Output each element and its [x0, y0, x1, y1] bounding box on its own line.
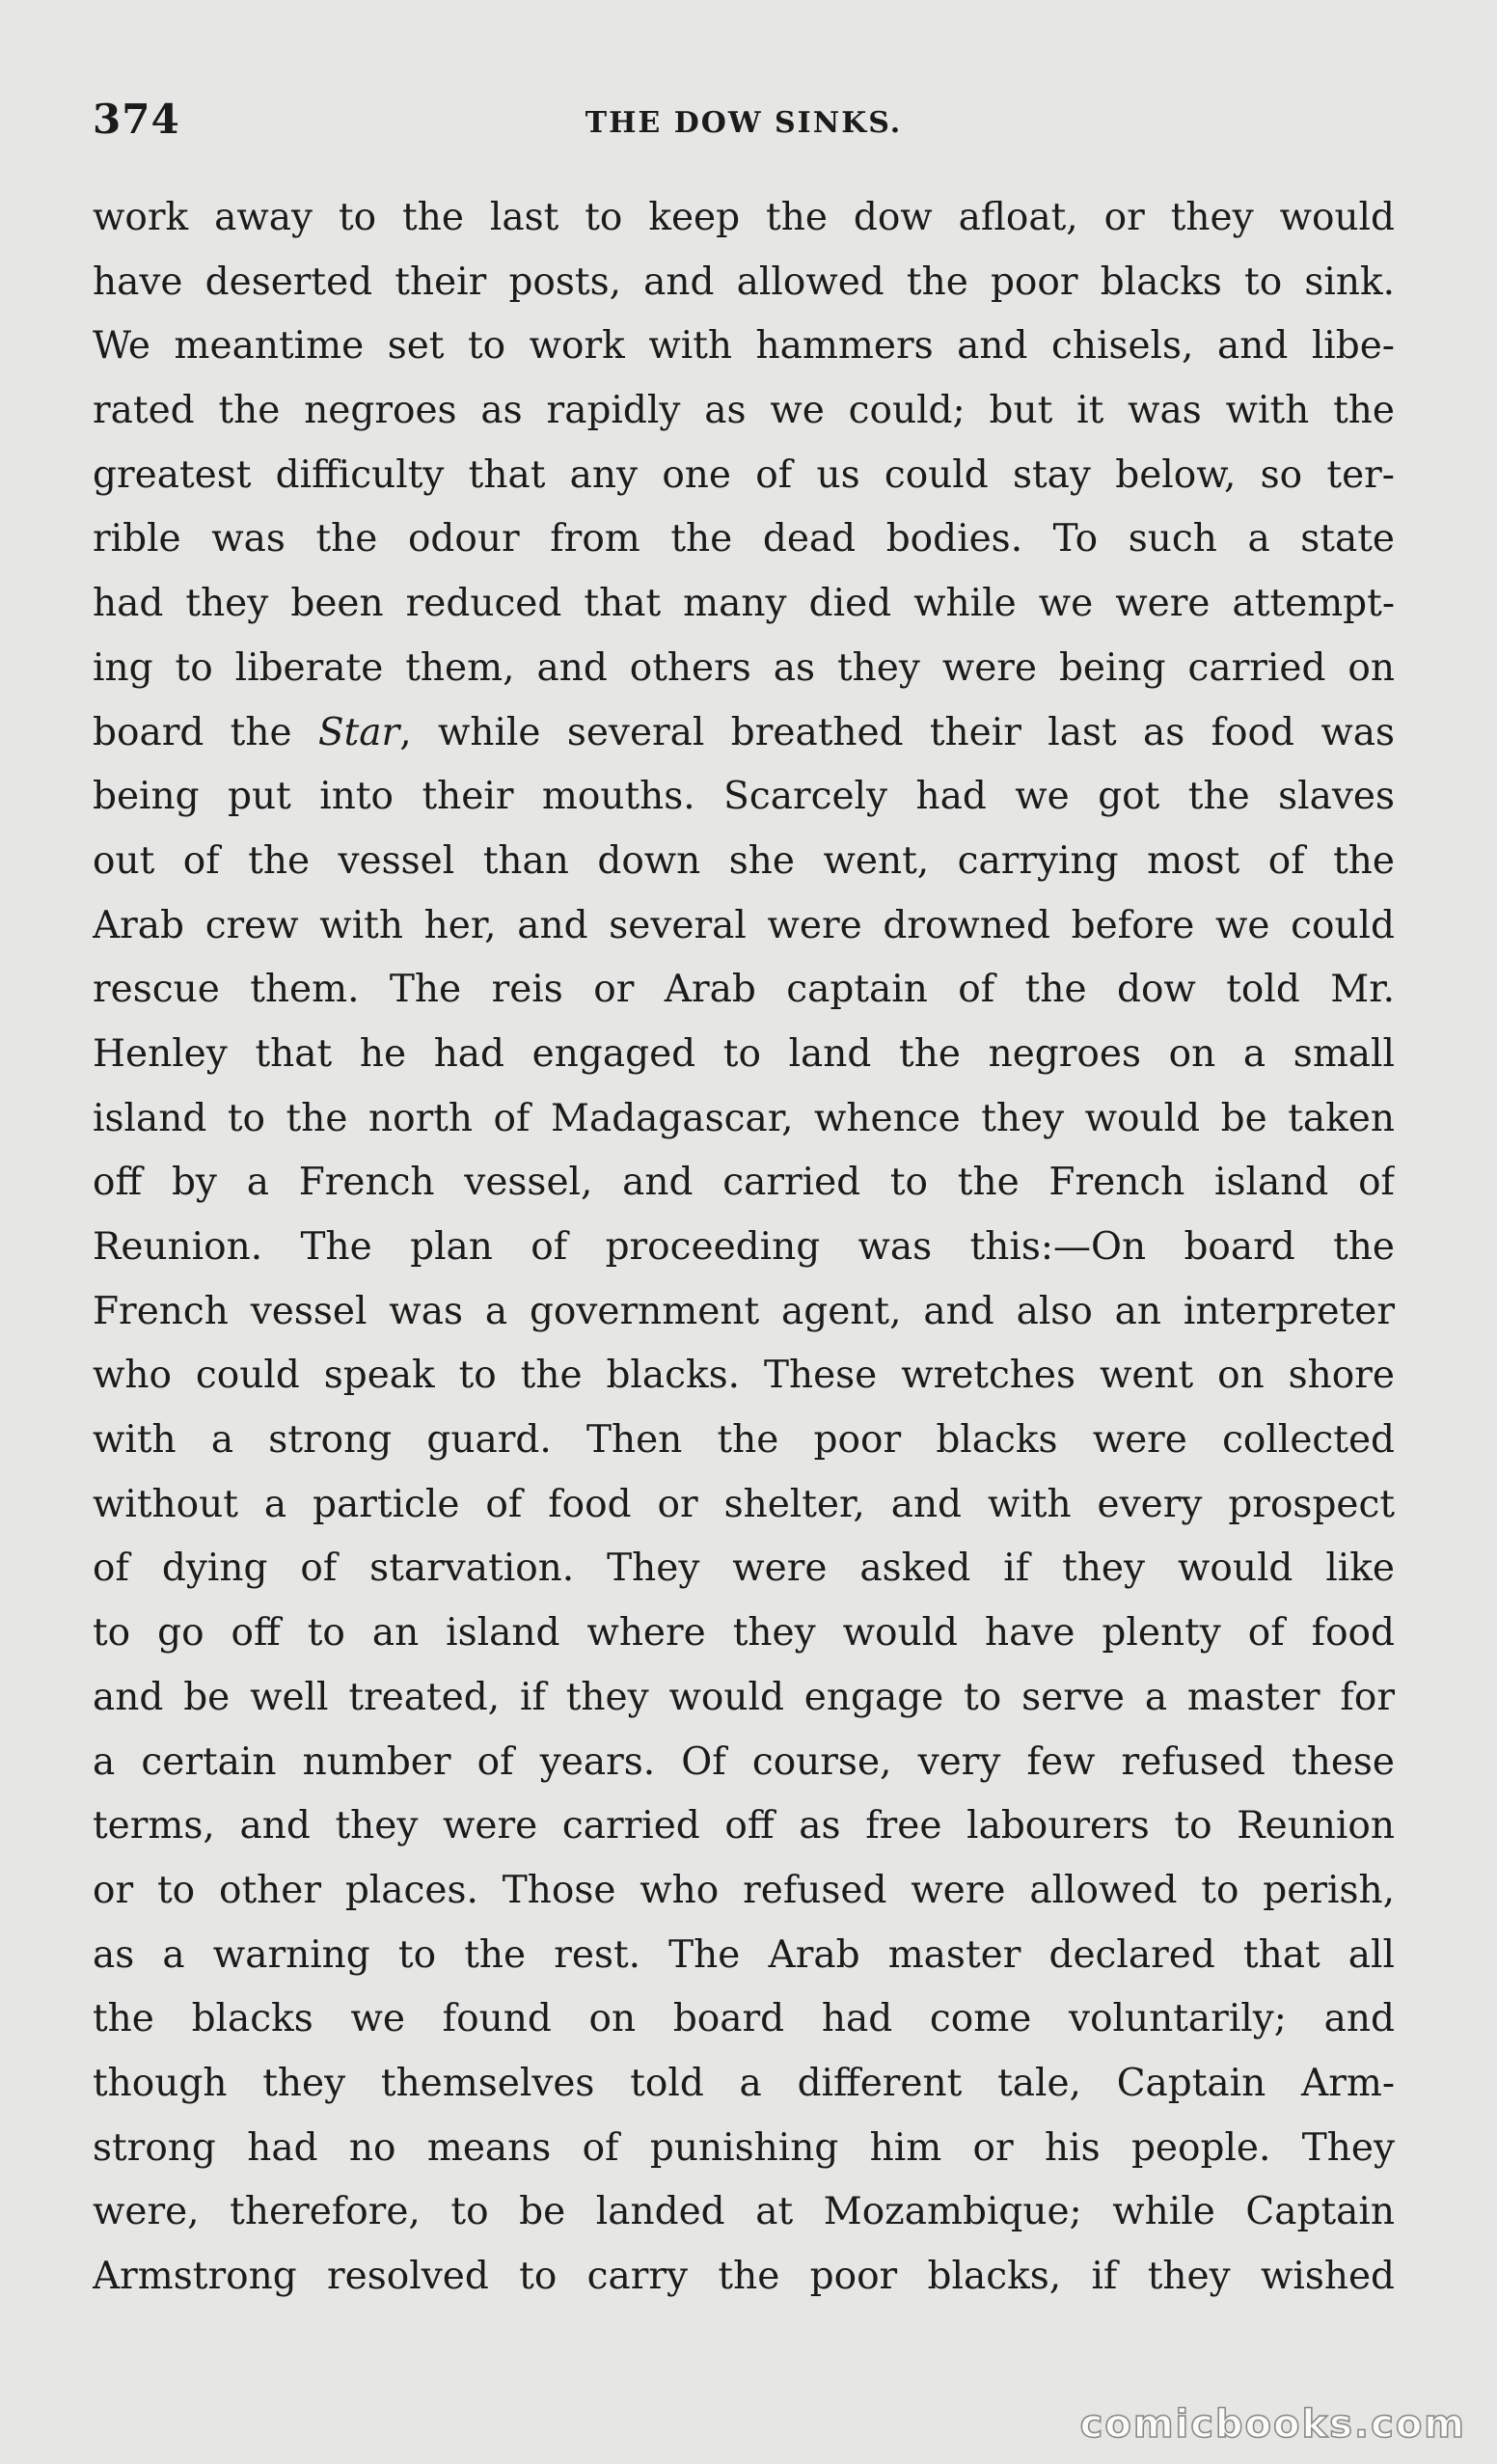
- text-line: who could speak to the blacks. These wretches went on shore: [93, 1354, 1395, 1398]
- text-line: being put into their mouths. Scarcely had we got the slaves: [93, 775, 1395, 819]
- text-line: or to other places. Those who refused were allowed to perish,: [93, 1868, 1395, 1912]
- text-line: have deserted their posts, and allowed the poor blacks to sink.: [93, 260, 1395, 304]
- text-line: [93, 701, 1395, 766]
- text-line: a certain number of years. Of course, very few refused these: [93, 1739, 1395, 1784]
- text-line: work away to the last to keep the dow afloat, or they would: [93, 196, 1395, 239]
- text-line: We meantime set to work with hammers and chisels, and libe-: [93, 324, 1395, 369]
- text-segment: , while several breathed their last as food was: [399, 710, 1395, 754]
- ship-name: Star: [317, 710, 400, 754]
- text-line: without a particle of food or shelter, and with every prospect: [93, 1482, 1395, 1526]
- text-line: the blacks we found on board had come voluntarily; and: [93, 1997, 1395, 2041]
- text-line: had they been reduced that many died while we were attempt-: [93, 582, 1395, 626]
- text-line: Arab crew with her, and several were drowned before we could: [93, 903, 1395, 947]
- page-header: [93, 93, 1395, 147]
- text-line: with a strong guard. Then the poor blacks were collected: [93, 1418, 1395, 1463]
- text-line: to go off to an island where they would have plenty of food: [93, 1611, 1395, 1656]
- page-number: 374: [93, 96, 180, 143]
- text-line: rated the negroes as rapidly as we could; but it was with the: [93, 389, 1395, 433]
- text-line: of dying of starvation. They were asked if they would like: [93, 1547, 1395, 1591]
- text-line: ing to liberate them, and others as they were being carried on: [93, 645, 1395, 690]
- text-line: though they themselves told a different tale, Captain Arm-: [93, 2061, 1395, 2105]
- text-line: Reunion. The plan of proceeding was this:—On board the: [93, 1225, 1395, 1269]
- text-line: rible was the odour from the dead bodies. To such a state: [93, 517, 1395, 561]
- site-watermark: comicbooks.com: [1079, 2402, 1466, 2447]
- text-line: island to the north of Madagascar, whence they would be taken: [93, 1096, 1395, 1140]
- text-line: and be well treated, if they would engage to serve a master for: [93, 1675, 1395, 1719]
- text-line: rescue them. The reis or Arab captain of the dow told Mr.: [93, 968, 1395, 1012]
- body-text: [93, 186, 1395, 2310]
- text-line: as a warning to the rest. The Arab master declared that all: [93, 1932, 1395, 1977]
- text-line: greatest difficulty that any one of us could stay below, so ter-: [93, 452, 1395, 497]
- running-title: THE DOW SINKS.: [585, 106, 903, 140]
- text-line: French vessel was a government agent, and also an interpreter: [93, 1289, 1395, 1333]
- text-line: Henley that he had engaged to land the negroes on a small: [93, 1031, 1395, 1076]
- text-line: strong had no means of punishing him or his people. They: [93, 2125, 1395, 2170]
- text-segment: board the: [93, 710, 318, 754]
- text-line: Armstrong resolved to carry the poor blacks, if they wished: [93, 2255, 1395, 2298]
- text-line: were, therefore, to be landed at Mozambique; while Captain: [93, 2190, 1395, 2234]
- text-line: terms, and they were carried off as free labourers to Reunion: [93, 1804, 1395, 1848]
- text-line: off by a French vessel, and carried to the French island of: [93, 1161, 1395, 1205]
- text-line: out of the vessel than down she went, carrying most of the: [93, 838, 1395, 883]
